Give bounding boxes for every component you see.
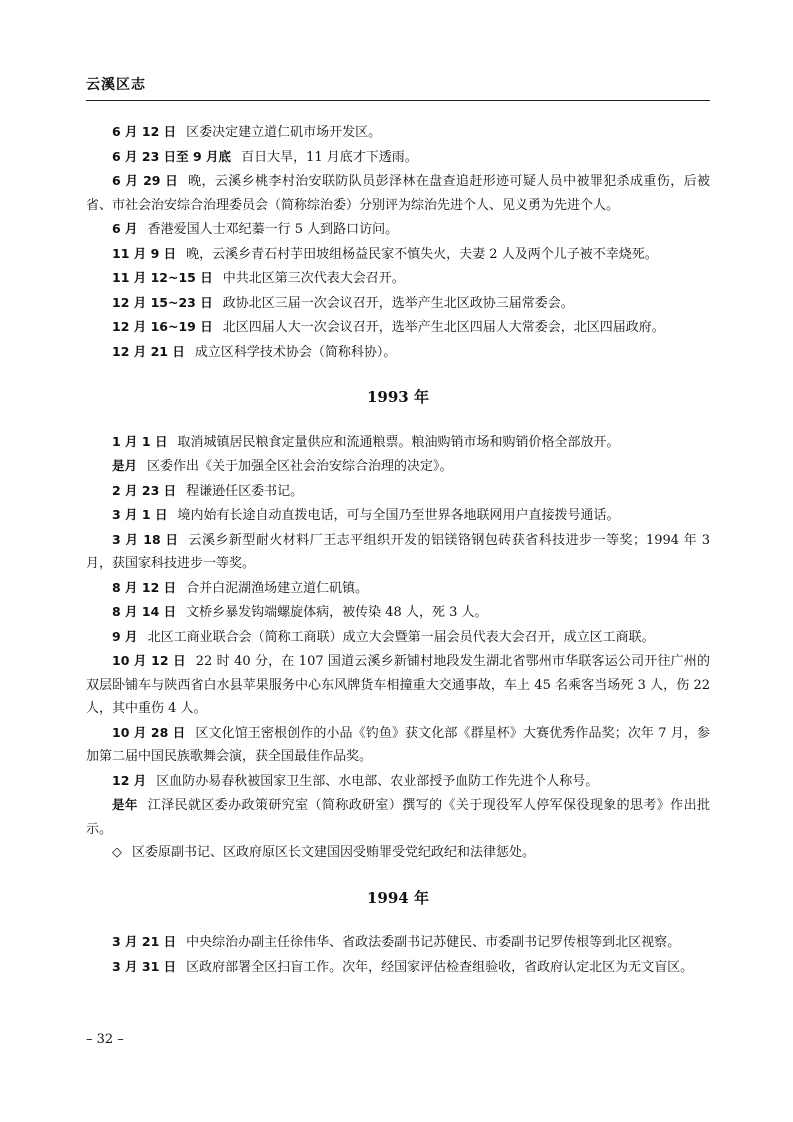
- chronicle-entry: [86, 315, 710, 340]
- entry-text: 区政府部署全区扫盲工作。次年，经国家评估检查组验收，省政府认定北区为无文盲区。: [186, 959, 694, 975]
- entry-text: 区文化馆王密根创作的小品《钓鱼》获文化部《群星杯》大赛优秀作品奖；次年 7 月，参加第二届中国民族歌舞会演，获全国最佳作品奖。: [86, 725, 710, 764]
- year-heading-1994: 1994 年: [367, 888, 429, 907]
- entry-text: 云溪乡新型耐火材料厂王志平组织开发的铝镁铬钢包砖获省科技进步一等奖；1994 年 3 月，获国家科技进步一等奖。: [86, 532, 710, 571]
- entry-date: 11 月 12~15 日: [112, 270, 213, 285]
- entry-text: 境内始有长途自动直拨电话，可与全国乃至世界各地联网用户直接拨号通话。: [177, 508, 620, 523]
- entry-text: 合并白泥湖渔场建立道仁矶镇。: [186, 580, 369, 596]
- entry-date: 9 月: [112, 628, 138, 644]
- entry-text: 政协北区三届一次会议召开，选举产生北区政协三届常委会。: [222, 295, 574, 311]
- entry-text: 文桥乡暴发钩端螺旋体病，被传染 48 人，死 3 人。: [186, 605, 488, 620]
- entry-date: 12 月: [112, 772, 147, 788]
- chronicle-entry: [86, 120, 710, 145]
- chronicle-body: [86, 120, 710, 979]
- entry-text: 晚，云溪乡青石村芋田坡组杨益民家不慎失火，夫妻 2 人及两个儿子被不幸烧死。: [186, 246, 658, 262]
- chronicle-entry: [86, 242, 710, 267]
- entry-date: 12 月 16~19 日: [112, 319, 213, 334]
- entry-date: 6 月 12 日: [112, 124, 177, 139]
- entry-date: 8 月 14 日: [112, 604, 177, 619]
- chronicle-entry: [86, 721, 710, 769]
- entry-text: 百日大旱，11 月底才下透雨。: [241, 149, 418, 165]
- entry-text: 成立区科学技术协会（简称科协）。: [194, 344, 397, 360]
- chronicle-entry: [86, 454, 710, 479]
- entry-date: 1 月 1 日: [112, 433, 168, 449]
- chronicle-entry: [86, 576, 710, 601]
- chronicle-entry: [86, 340, 710, 365]
- chronicle-entry: [86, 793, 710, 841]
- entry-date: 10 月 28 日: [112, 724, 186, 740]
- entry-text: 江泽民就区委办政策研究室（简称政研室）撰写的《关于现役军人停军保役现象的思考》作出批示。: [86, 798, 710, 837]
- chronicle-entry: [86, 430, 710, 455]
- chronicle-entry: [86, 503, 710, 528]
- entry-text: 晚，云溪乡桃李村治安联防队员彭泽林在盘查追赶形迹可疑人员中被罪犯杀成重伤，后被省、市社会治安综合治理委员会（简称综治委）分别评为综治先进个人、见义勇为先进个人。: [86, 174, 710, 213]
- entry-date: 12 月 15~23 日: [112, 294, 213, 310]
- page-number: – 32 –: [86, 1032, 124, 1047]
- entry-date: 2 月 23 日: [112, 482, 177, 498]
- chronicle-entry: [86, 266, 710, 291]
- year-heading-1993: 1993 年: [367, 388, 429, 406]
- entry-text: 北区工商业联合会（简称工商联）成立大会暨第一届会员代表大会召开，成立区工商联。: [147, 629, 655, 645]
- entry-text: 区委原副书记、区政府原区长文建国因受贿罪受党纪政纪和法律惩处。: [132, 845, 536, 860]
- chronicle-entry: [86, 291, 710, 316]
- entry-date: 3 月 18 日: [112, 531, 179, 547]
- entry-text: 北区四届人大一次会议召开，选举产生北区四届人大常委会，北区四届政府。: [222, 320, 665, 335]
- entry-text: 取消城镇居民粮食定量供应和流通粮票。粮油购销市场和购销价格全部放开。: [177, 434, 620, 450]
- entry-date: 6 月 29 日: [112, 173, 179, 188]
- entry-date: 是月: [112, 458, 138, 473]
- entry-date: 是年: [112, 797, 138, 812]
- chronicle-entry: [86, 955, 710, 980]
- entry-text: 中央综治办副主任徐伟华、省政法委副书记苏健民、市委副书记罗传根等到北区视察。: [186, 935, 681, 950]
- entry-date: 6 月 23 日至 9 月底: [112, 148, 232, 164]
- entry-date: 3 月 21 日: [112, 934, 177, 949]
- entry-date: 11 月 9 日: [112, 245, 177, 261]
- chronicle-entry: [86, 930, 710, 955]
- entry-date: 3 月 31 日: [112, 958, 177, 974]
- entry-text: 区血防办易春秋被国家卫生部、水电部、农业部授予血防工作先进个人称号。: [156, 773, 599, 789]
- chronicle-entry: [86, 600, 710, 625]
- chronicle-entry: [86, 145, 710, 170]
- entry-date: 12 月 21 日: [112, 343, 185, 359]
- chronicle-entry: [86, 841, 710, 865]
- diamond-bullet-icon: ◇: [112, 845, 122, 860]
- chronicle-entry: [86, 217, 710, 242]
- chronicle-entry: [86, 169, 710, 217]
- running-header-title: 云溪区志: [86, 77, 146, 93]
- chronicle-entry: [86, 528, 710, 576]
- entry-date: 3 月 1 日: [112, 507, 168, 522]
- entry-date: 6 月: [112, 221, 138, 236]
- header-rule: [86, 100, 710, 101]
- entry-text: 22 时 40 分，在 107 国道云溪乡新铺村地段发生湖北省鄂州市华联客运公司开往广州的双层卧铺车与陕西省白水县苹果服务中心东风牌货车相撞重大交通事故，车上 45 名乘客当场死 3 人，伤 22 人，其中重伤 4 人。: [86, 654, 710, 716]
- entry-text: 区委决定建立道仁矶市场开发区。: [186, 125, 382, 140]
- entry-text: 中共北区第三次代表大会召开。: [222, 271, 405, 286]
- chronicle-entry: [86, 479, 710, 504]
- entry-text: 区委作出《关于加强全区社会治安综合治理的决定》。: [147, 459, 453, 474]
- entry-date: 8 月 12 日: [112, 579, 177, 595]
- chronicle-entry: [86, 649, 710, 721]
- entry-text: 香港爱国人士邓纪蓁一行 5 人到路口访问。: [147, 222, 399, 237]
- chronicle-entry: [86, 769, 710, 794]
- entry-text: 程谦逊任区委书记。: [186, 483, 304, 499]
- entry-date: 10 月 12 日: [112, 653, 186, 668]
- chronicle-entry: [86, 625, 710, 650]
